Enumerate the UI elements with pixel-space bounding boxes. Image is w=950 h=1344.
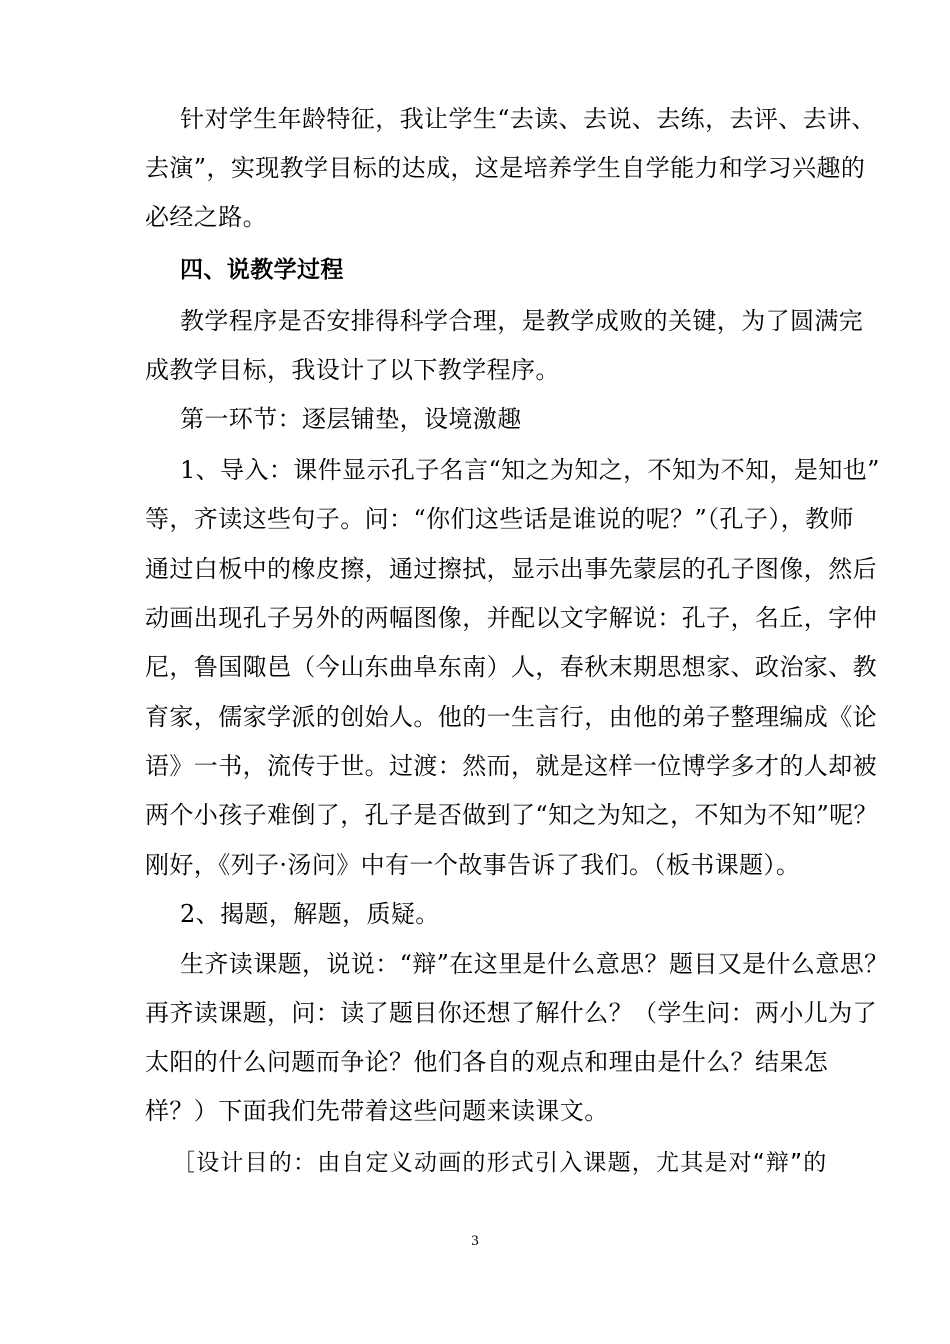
subsection-title: 2、揭题，解题，质疑。	[180, 900, 440, 928]
paragraph-line: 动画出现孔子另外的两幅图像，并配以文字解说：孔子，名丘，字仲	[145, 604, 877, 632]
page-number: 3	[471, 1233, 479, 1249]
paragraph-line: 教学程序是否安排得科学合理，是教学成败的关键，为了圆满完	[180, 307, 864, 335]
paragraph-line: 语》一书，流传于世。过渡：然而，就是这样一位博学多才的人却被	[145, 752, 877, 780]
subsection-title: 第一环节：逐层铺垫，设境激趣	[180, 405, 522, 433]
paragraph-line: 尼，鲁国陬邑（今山东曲阜东南）人，春秋末期思想家、政治家、教	[145, 653, 877, 681]
paragraph-line: 刚好，《列子·汤问》中有一个故事告诉了我们。（板书课题）。	[145, 851, 801, 879]
paragraph-line: 成教学目标，我设计了以下教学程序。	[145, 356, 560, 384]
paragraph-line: 必经之路。	[145, 203, 267, 231]
paragraph-line: 两个小孩子难倒了，孔子是否做到了“知之为知之，不知为不知”呢？	[145, 801, 878, 829]
paragraph-line: 样？）下面我们先带着这些问题来读课文。	[145, 1097, 609, 1125]
paragraph-line: 1、导入：课件显示孔子名言“知之为知之，不知为不知，是知也”	[180, 456, 880, 484]
paragraph-line: 等，齐读这些句子。问：“你们这些话是谁说的呢？”（孔子），教师	[145, 505, 854, 533]
paragraph-line: 育家，儒家学派的创始人。他的一生言行，由他的弟子整理编成《论	[145, 703, 877, 731]
paragraph-line: 通过白板中的橡皮擦，通过擦拭，显示出事先蒙层的孔子图像，然后	[145, 555, 877, 583]
design-note-line: ［设计目的：由自定义动画的形式引入课题，尤其是对“辩”的	[172, 1150, 828, 1176]
paragraph-line: 去演”，实现教学目标的达成，这是培养学生自学能力和学习兴趣的	[145, 154, 866, 182]
section-heading: 四、说教学过程	[180, 257, 344, 283]
paragraph-line: 再齐读课题，问：读了题目你还想了解什么？（学生问：两小儿为了	[145, 999, 877, 1027]
paragraph-line: 针对学生年龄特征，我让学生“去读、去说、去练，去评、去讲、	[180, 105, 876, 133]
paragraph-line: 太阳的什么问题而争论？他们各自的观点和理由是什么？结果怎	[145, 1048, 829, 1076]
paragraph-line: 生齐读课题，说说：“辩”在这里是什么意思？题目又是什么意思？	[180, 950, 889, 978]
